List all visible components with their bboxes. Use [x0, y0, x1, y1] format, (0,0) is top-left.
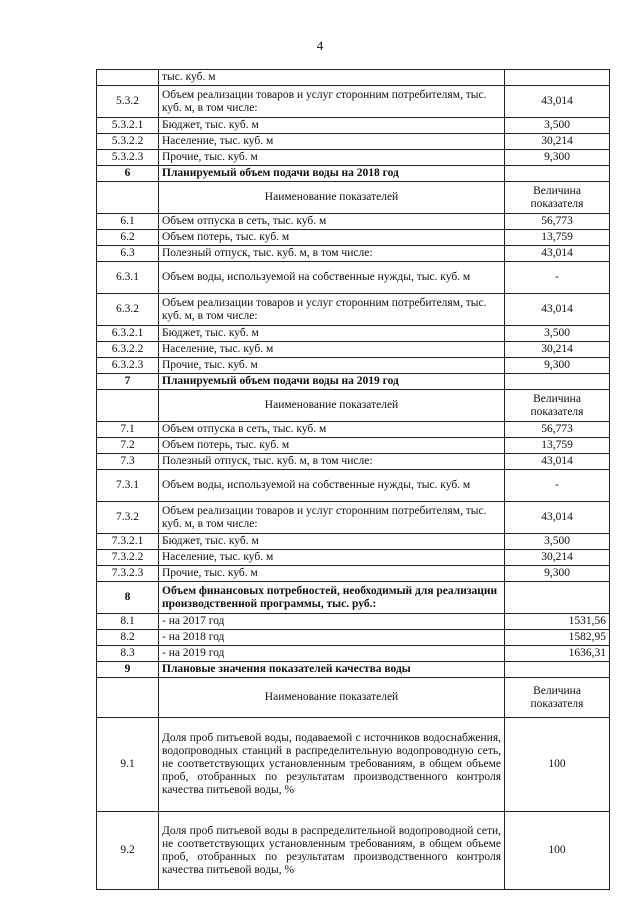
section-title: Планируемый объем подачи воды на 2018 год — [159, 166, 505, 182]
row-number: 6.3.2 — [97, 294, 159, 326]
row-value: 43,014 — [505, 246, 610, 262]
table-row — [97, 718, 610, 812]
column-header-name: Наименование показателей — [159, 182, 505, 214]
section-title: Плановые значения показателей качества воды — [159, 662, 505, 678]
row-number: 5.3.2.1 — [97, 118, 159, 134]
table-row — [97, 118, 610, 134]
column-header-value: Величина показателя — [505, 678, 610, 718]
row-number: 8.3 — [97, 646, 159, 662]
row-value: 43,014 — [505, 454, 610, 470]
column-header-value: Величина показателя — [505, 182, 610, 214]
row-value: 1582,95 — [505, 630, 610, 646]
row-label: Доля проб питьевой воды в распределительной водопроводной сети, не соответствующих установленным требованиям, в общем объеме проб, отобранных по результатам производственного контроля качества питьевой воды, % — [159, 812, 505, 890]
row-label: Объем реализации товаров и услуг сторонним потребителям, тыс. куб. м, в том числе: — [159, 294, 505, 326]
table-row — [97, 550, 610, 566]
column-header-row — [97, 182, 610, 214]
row-value: 43,014 — [505, 502, 610, 534]
table-row — [97, 534, 610, 550]
row-label: Население, тыс. куб. м — [159, 134, 505, 150]
table-row — [97, 86, 610, 118]
table-row — [97, 812, 610, 890]
table-row — [97, 614, 610, 630]
table-row — [97, 630, 610, 646]
row-number: 6.3.2.1 — [97, 326, 159, 342]
table-row — [97, 150, 610, 166]
row-label: Бюджет, тыс. куб. м — [159, 326, 505, 342]
row-number: 7.3 — [97, 454, 159, 470]
page-number: 4 — [316, 38, 324, 53]
row-label: Объем реализации товаров и услуг сторонним потребителям, тыс. куб. м, в том числе: — [159, 86, 505, 118]
column-header-name: Наименование показателей — [159, 390, 505, 422]
section-title: Планируемый объем подачи воды на 2019 год — [159, 374, 505, 390]
section-row — [97, 582, 610, 614]
row-number: 7.3.2.2 — [97, 550, 159, 566]
row-label: Прочие, тыс. куб. м — [159, 150, 505, 166]
row-value: 3,500 — [505, 118, 610, 134]
row-value: 9,300 — [505, 150, 610, 166]
row-label: Бюджет, тыс. куб. м — [159, 534, 505, 550]
section-number: 9 — [97, 662, 159, 678]
row-value: 43,014 — [505, 294, 610, 326]
table-row — [97, 294, 610, 326]
table-row — [97, 326, 610, 342]
row-value: 1636,31 — [505, 646, 610, 662]
section-number: 8 — [97, 582, 159, 614]
table-row — [97, 566, 610, 582]
row-value — [505, 70, 610, 86]
row-label: Объем воды, используемой на собственные нужды, тыс. куб. м — [159, 470, 505, 502]
row-number: 7.3.2 — [97, 502, 159, 534]
row-number: 6.3.2.3 — [97, 358, 159, 374]
row-number: 6.3.1 — [97, 262, 159, 294]
row-number: 6.1 — [97, 214, 159, 230]
row-label: Объем потерь, тыс. куб. м — [159, 230, 505, 246]
row-number: 5.3.2.3 — [97, 150, 159, 166]
row-label: Население, тыс. куб. м — [159, 342, 505, 358]
row-number: 8.2 — [97, 630, 159, 646]
row-number: 9.2 — [97, 812, 159, 890]
table-row — [97, 262, 610, 294]
table-row — [97, 342, 610, 358]
table-row — [97, 70, 610, 86]
row-number: 6.2 — [97, 230, 159, 246]
row-label: Доля проб питьевой воды, подаваемой с источников водоснабжения, водопроводных станций в распределительную водопроводную сеть, не соответствующих установленным требованиям, в общем объеме проб, отобранных по результатам производственного контроля качества питьевой воды, % — [159, 718, 505, 812]
row-number: 9.1 — [97, 718, 159, 812]
table-row — [97, 358, 610, 374]
row-value: 100 — [505, 718, 610, 812]
row-value: - — [505, 470, 610, 502]
row-label: Объем воды, используемой на собственные нужды, тыс. куб. м — [159, 262, 505, 294]
row-number: 8.1 — [97, 614, 159, 630]
row-value: 30,214 — [505, 342, 610, 358]
row-number: 7.3.2.1 — [97, 534, 159, 550]
row-label: Прочие, тыс. куб. м — [159, 358, 505, 374]
row-label: - на 2017 год — [159, 614, 505, 630]
row-value: 13,759 — [505, 438, 610, 454]
row-label: тыс. куб. м — [159, 70, 505, 86]
row-value: 56,773 — [505, 422, 610, 438]
row-number — [97, 70, 159, 86]
row-number: 7.2 — [97, 438, 159, 454]
row-label: Население, тыс. куб. м — [159, 550, 505, 566]
column-header-row — [97, 390, 610, 422]
row-label: Объем реализации товаров и услуг сторонним потребителям, тыс. куб. м, в том числе: — [159, 502, 505, 534]
row-label: Бюджет, тыс. куб. м — [159, 118, 505, 134]
row-label: Полезный отпуск, тыс. куб. м, в том числе: — [159, 454, 505, 470]
row-number: 7.3.1 — [97, 470, 159, 502]
section-row — [97, 662, 610, 678]
production-program-table — [96, 69, 610, 890]
row-value: 13,759 — [505, 230, 610, 246]
table-row — [97, 454, 610, 470]
row-number: 5.3.2.2 — [97, 134, 159, 150]
row-value: 3,500 — [505, 534, 610, 550]
column-header-value: Величина показателя — [505, 390, 610, 422]
table-row — [97, 422, 610, 438]
row-label: Прочие, тыс. куб. м — [159, 566, 505, 582]
table-row — [97, 470, 610, 502]
row-label: Полезный отпуск, тыс. куб. м, в том числе: — [159, 246, 505, 262]
table-row — [97, 246, 610, 262]
section-row — [97, 166, 610, 182]
row-number: 5.3.2 — [97, 86, 159, 118]
table-row — [97, 438, 610, 454]
section-row — [97, 374, 610, 390]
row-value: 43,014 — [505, 86, 610, 118]
table-row — [97, 134, 610, 150]
row-number: 7.3.2.3 — [97, 566, 159, 582]
row-label: Объем потерь, тыс. куб. м — [159, 438, 505, 454]
table-row — [97, 214, 610, 230]
section-number: 7 — [97, 374, 159, 390]
row-value: 9,300 — [505, 358, 610, 374]
row-value: 100 — [505, 812, 610, 890]
section-title: Объем финансовых потребностей, необходимый для реализации производственной программы, тыс. руб.: — [159, 582, 505, 614]
row-label: Объем отпуска в сеть, тыс. куб. м — [159, 214, 505, 230]
row-number: 6.3.2.2 — [97, 342, 159, 358]
row-value: 30,214 — [505, 134, 610, 150]
row-number: 7.1 — [97, 422, 159, 438]
row-value: - — [505, 262, 610, 294]
row-value: 3,500 — [505, 326, 610, 342]
row-value: 9,300 — [505, 566, 610, 582]
table-row — [97, 230, 610, 246]
row-value: 1531,56 — [505, 614, 610, 630]
row-value: 56,773 — [505, 214, 610, 230]
row-label: Объем отпуска в сеть, тыс. куб. м — [159, 422, 505, 438]
section-number: 6 — [97, 166, 159, 182]
row-number: 6.3 — [97, 246, 159, 262]
column-header-row — [97, 678, 610, 718]
column-header-name: Наименование показателей — [159, 678, 505, 718]
row-label: - на 2019 год — [159, 646, 505, 662]
row-value: 30,214 — [505, 550, 610, 566]
table-row — [97, 502, 610, 534]
row-label: - на 2018 год — [159, 630, 505, 646]
table-row — [97, 646, 610, 662]
